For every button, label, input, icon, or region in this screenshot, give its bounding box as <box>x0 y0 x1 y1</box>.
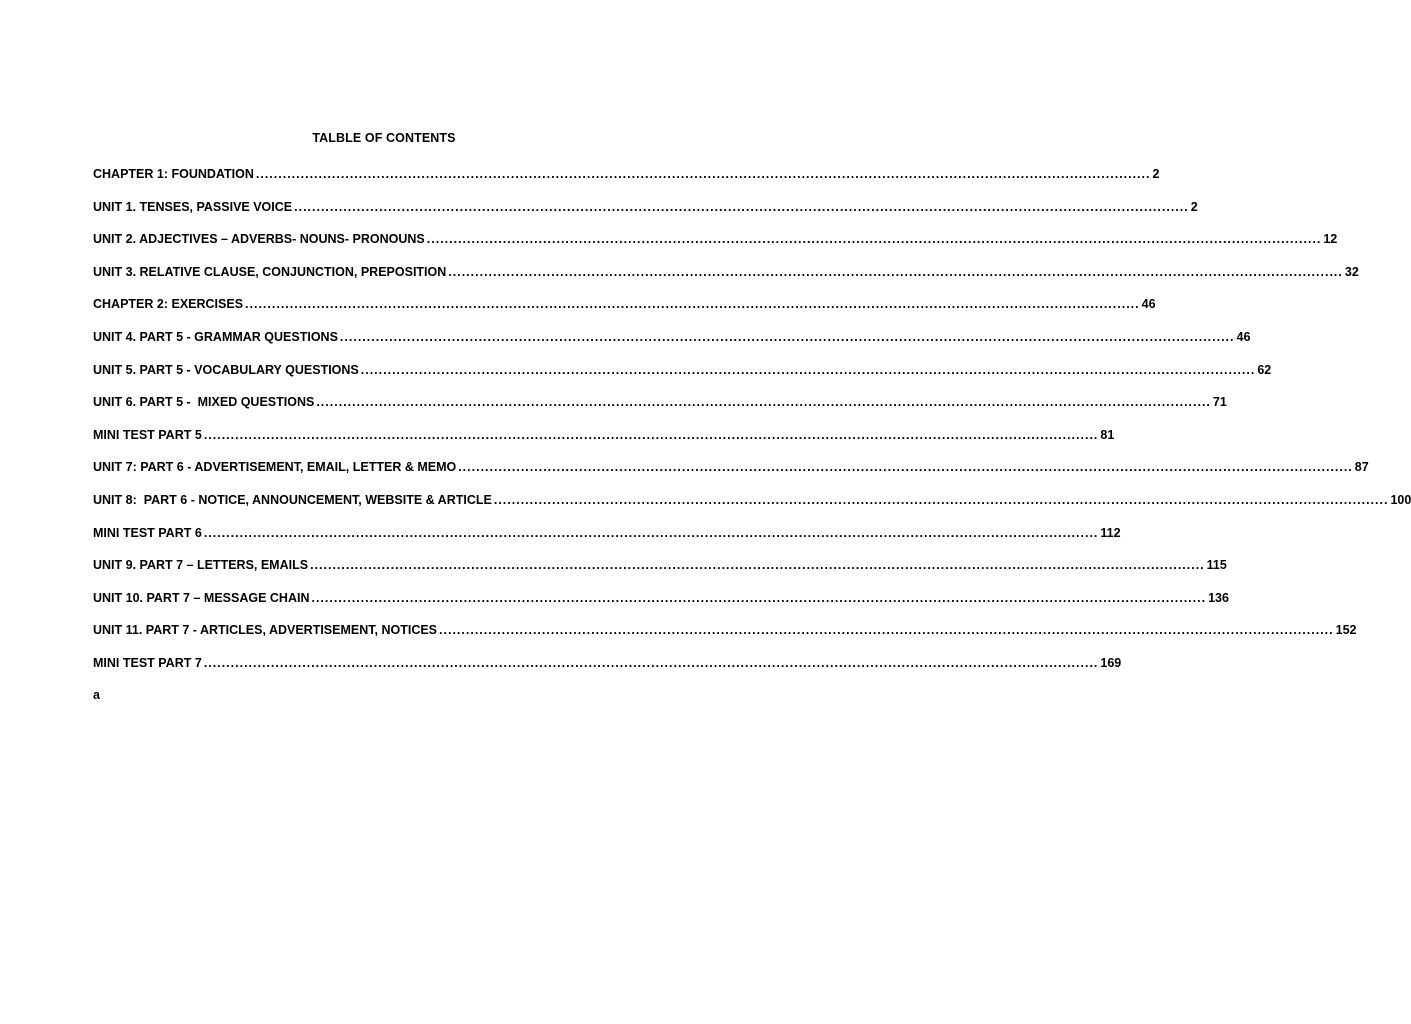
toc-entry-label: UNIT 6. PART 5 - MIXED QUESTIONS <box>93 395 315 410</box>
dot-leader: ........................................................................................................................................................................................................ <box>360 362 1256 377</box>
toc-entry-label: CHAPTER 2: EXERCISES <box>93 297 244 312</box>
dot-leader: ........................................................................................................................................................................................................ <box>255 167 1151 181</box>
dot-leader: ........................................................................................................................................................................................................ <box>203 427 1099 442</box>
trailing-text: a <box>93 688 100 702</box>
dot-leader: ........................................................................................................................................................................................................ <box>448 264 1343 279</box>
toc-entry[interactable] <box>93 166 1160 199</box>
toc-entry[interactable] <box>93 329 1251 362</box>
toc-entry-label: UNIT 8: PART 6 - NOTICE, ANNOUNCEMENT, WEBSITE & ARTICLE <box>93 492 492 507</box>
dot-leader: ........................................................................................................................................................................................................ <box>294 199 1189 214</box>
dot-leader: ........................................................................................................................................................................................................ <box>439 623 1334 638</box>
toc-entry-page-number: 46 <box>1236 329 1251 344</box>
dot-leader: ........................................................................................................................................................................................................ <box>203 525 1099 540</box>
toc-entry[interactable] <box>93 394 1227 427</box>
toc-entry-page-number: 81 <box>1100 427 1115 442</box>
toc-entry-page-number: 2 <box>1190 199 1198 214</box>
toc-entry-label: MINI TEST PART 7 <box>93 655 202 670</box>
dot-leader: ........................................................................................................................................................................................................ <box>316 395 1211 410</box>
toc-entry-page-number: 112 <box>1100 525 1121 540</box>
toc-entry-page-number: 169 <box>1100 655 1122 670</box>
dot-leader: ........................................................................................................................................................................................................ <box>426 232 1322 247</box>
toc-entry[interactable] <box>93 231 1338 264</box>
toc-entry-page-number: 87 <box>1354 460 1369 475</box>
toc-entry[interactable] <box>93 427 1115 460</box>
toc-entry-page-number: 62 <box>1257 362 1272 377</box>
toc-entry[interactable] <box>93 590 1229 623</box>
toc-entry[interactable] <box>93 525 1121 558</box>
toc-entry-label: UNIT 2. ADJECTIVES – ADVERBS- NOUNS- PRONOUNS <box>93 232 425 247</box>
toc-entry[interactable] <box>93 622 1357 655</box>
toc-entry-label: UNIT 1. TENSES, PASSIVE VOICE <box>93 199 293 214</box>
dot-leader: ........................................................................................................................................................................................................ <box>458 460 1353 475</box>
toc-entry-page-number: 71 <box>1212 395 1227 410</box>
dot-leader: ........................................................................................................................................................................................................ <box>493 492 1389 507</box>
toc-entry-label: UNIT 7: PART 6 - ADVERTISEMENT, EMAIL, LETTER & MEMO <box>93 460 457 475</box>
toc-title: TALBLE OF CONTENTS <box>312 131 456 145</box>
toc-entry-label: UNIT 10. PART 7 – MESSAGE CHAIN <box>93 590 310 605</box>
toc-entry[interactable] <box>93 362 1272 395</box>
toc-entry-page-number: 100 <box>1390 492 1411 507</box>
toc-entry-page-number: 152 <box>1335 623 1357 638</box>
toc-entry-page-number: 136 <box>1208 590 1229 605</box>
toc-entry[interactable] <box>93 296 1156 329</box>
toc-entry-label: CHAPTER 1: FOUNDATION <box>93 167 254 181</box>
toc-entry-label: UNIT 9. PART 7 – LETTERS, EMAILS <box>93 558 309 573</box>
toc-entry[interactable] <box>93 264 1359 297</box>
toc-entry-page-number: 2 <box>1152 167 1160 181</box>
dot-leader: ........................................................................................................................................................................................................ <box>245 297 1140 312</box>
toc-entry-label: MINI TEST PART 5 <box>93 427 202 442</box>
toc-entry[interactable] <box>93 655 1122 688</box>
toc-entry[interactable] <box>93 199 1198 232</box>
toc-entry-page-number: 32 <box>1344 264 1359 279</box>
dot-leader: ........................................................................................................................................................................................................ <box>203 655 1099 670</box>
toc-entry-label: UNIT 5. PART 5 - VOCABULARY QUESTIONS <box>93 362 359 377</box>
toc-entry[interactable] <box>93 557 1227 590</box>
toc-entry-page-number: 115 <box>1206 558 1227 573</box>
toc-entry-label: UNIT 3. RELATIVE CLAUSE, CONJUNCTION, PREPOSITION <box>93 264 447 279</box>
toc-entry-page-number: 46 <box>1141 297 1156 312</box>
toc-entry-label: MINI TEST PART 6 <box>93 525 202 540</box>
toc-entry-page-number: 12 <box>1323 232 1338 247</box>
toc-entry-label: UNIT 11. PART 7 - ARTICLES, ADVERTISEMENT, NOTICES <box>93 623 438 638</box>
toc-entry[interactable] <box>93 459 1369 492</box>
dot-leader: ........................................................................................................................................................................................................ <box>339 329 1235 344</box>
toc-entry-label: UNIT 4. PART 5 - GRAMMAR QUESTIONS <box>93 329 338 344</box>
toc-list <box>93 166 1411 688</box>
dot-leader: ........................................................................................................................................................................................................ <box>311 590 1207 605</box>
toc-entry[interactable] <box>93 492 1411 525</box>
dot-leader: ........................................................................................................................................................................................................ <box>310 558 1205 573</box>
